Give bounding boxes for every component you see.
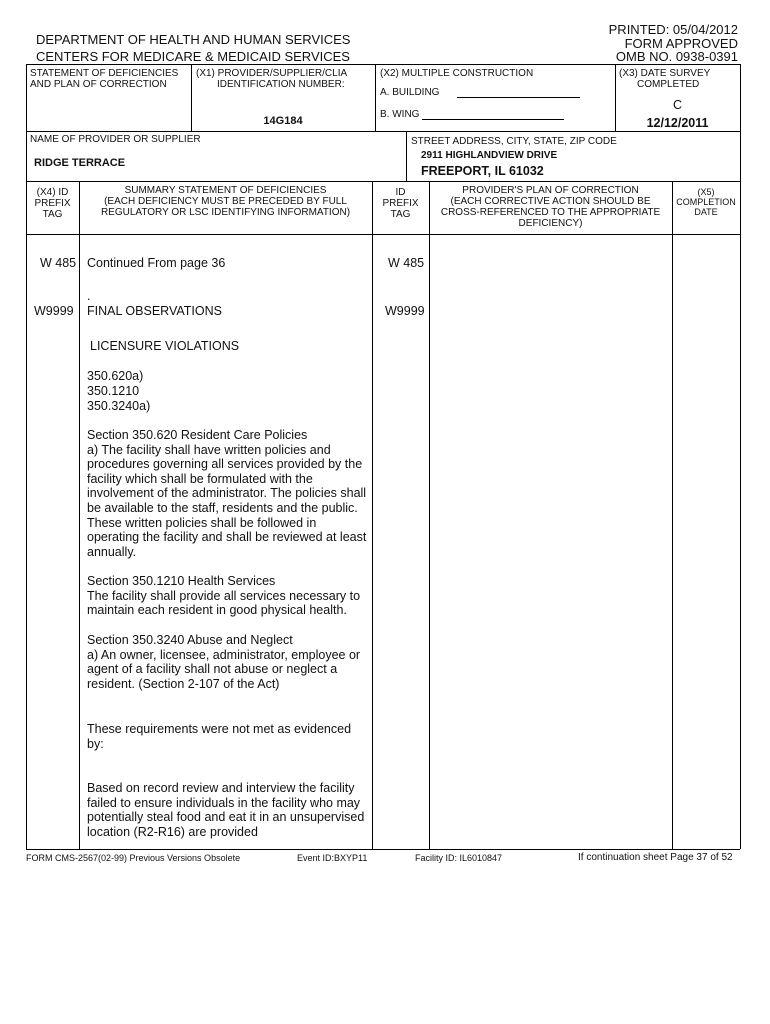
licensure-violations-heading: LICENSURE VIOLATIONS: [90, 339, 240, 353]
id-tag-w485: W 485: [388, 256, 425, 270]
address-label: STREET ADDRESS, CITY, STATE, ZIP CODE: [411, 136, 617, 147]
department-title: DEPARTMENT OF HEALTH AND HUMAN SERVICES: [36, 32, 351, 47]
x2-label: (X2) MULTIPLE CONSTRUCTION: [380, 68, 534, 79]
x4-header-3: TAG: [42, 209, 63, 220]
x1-label-1: (X1) PROVIDER/SUPPLIER/CLIA: [196, 68, 348, 79]
x2-wing-label: B. WING: [380, 109, 420, 120]
x5-header-1: (X5): [697, 187, 715, 197]
plan-header-1: PROVIDER'S PLAN OF CORRECTION: [462, 185, 639, 196]
rule-top: [26, 64, 740, 65]
prefix-tag-w485: W 485: [40, 256, 77, 270]
regulation-ref-2: 350.1210: [87, 384, 140, 398]
x5-header-2: COMPLETION: [676, 197, 736, 207]
omb-number: OMB NO. 0938-0391: [615, 49, 738, 64]
x1-label-2: IDENTIFICATION NUMBER:: [217, 79, 345, 90]
statement-label-1: STATEMENT OF DEFICIENCIES: [30, 68, 179, 79]
x4-header-2: PREFIX: [34, 198, 71, 209]
rule-col-x4: [79, 181, 80, 849]
plan-header-3: CROSS-REFERENCED TO THE APPROPRIATE: [440, 207, 661, 218]
x3-label-1: (X3) DATE SURVEY: [619, 68, 711, 79]
summary-header-1: SUMMARY STATEMENT OF DEFICIENCIES: [124, 185, 327, 196]
x4-header-1: (X4) ID: [36, 187, 69, 198]
continued-from-text: Continued From page 36: [87, 256, 226, 270]
rule-col-summary: [372, 181, 373, 849]
plan-header-2: (EACH CORRECTIVE ACTION SHOULD BE: [450, 196, 651, 207]
final-observations-heading: FINAL OBSERVATIONS: [87, 304, 222, 318]
city-state-zip: FREEPORT, IL 61032: [421, 164, 544, 178]
survey-letter: C: [672, 98, 683, 112]
rule-provider-split: [406, 131, 407, 181]
rule-bottom: [26, 849, 740, 850]
form-number: FORM CMS-2567(02-99) Previous Versions Obsolete: [26, 853, 241, 863]
centers-title: CENTERS FOR MEDICARE & MEDICAID SERVICES: [36, 49, 350, 64]
statement-label-2: AND PLAN OF CORRECTION: [30, 79, 167, 90]
provider-name: RIDGE TERRACE: [34, 157, 126, 169]
x2-building-label: A. BUILDING: [380, 87, 440, 98]
id-header-1: ID: [395, 187, 406, 198]
id-header-3: TAG: [390, 209, 411, 220]
provider-id-number: 14G184: [263, 115, 303, 127]
rule-col-id: [429, 181, 430, 849]
findings-text: Based on record review and interview the facility failed to ensure individuals in the facility who may potentially steal food and eat it in an unsupervised location (R2-R16) are provided: [87, 781, 365, 839]
regulation-ref-3: 350.3240a): [87, 399, 151, 413]
x3-label-2: COMPLETED: [637, 79, 700, 90]
prefix-tag-w9999: W9999: [34, 304, 74, 318]
separator-dot: .: [87, 289, 91, 303]
continuation-page: If continuation sheet Page 37 of 52: [578, 852, 733, 863]
rule-x2: [375, 64, 376, 131]
id-tag-w9999: W9999: [385, 304, 425, 318]
x5-header-3: DATE: [694, 207, 718, 217]
section-350-1210-text: Section 350.1210 Health Services The facility shall provide all services necessary to maintain each resident in good physical health.: [87, 574, 361, 618]
provider-name-label: NAME OF PROVIDER OR SUPPLIER: [30, 134, 201, 145]
event-id: Event ID:BXYP11: [297, 853, 368, 863]
section-350-3240-text: Section 350.3240 Abuse and Neglect a) An owner, licensee, administrator, employee or agent of a facility shall not abuse or neglect a resident. (Section 2-107 of the Act): [87, 633, 361, 691]
rule-box1-bottom: [26, 131, 740, 132]
regulation-ref-1: 350.620a): [87, 369, 144, 383]
wing-blank: [422, 119, 564, 120]
rule-header-bottom: [26, 234, 740, 235]
summary-header-2: (EACH DEFICIENCY MUST BE PRECEDED BY FULL: [104, 196, 347, 207]
rule-provider-bottom: [26, 181, 740, 182]
survey-completed-date: 12/12/2011: [646, 116, 709, 130]
plan-header-4: DEFICIENCY): [518, 218, 583, 229]
facility-id: Facility ID: IL6010847: [415, 853, 503, 863]
building-blank: [457, 97, 580, 98]
street-address: 2911 HIGHLANDVIEW DRIVE: [421, 150, 558, 161]
section-350-620-text: Section 350.620 Resident Care Policies a) The facility shall have written policies and procedures governing all services provided by the facility which shall be formulated with the involvement of the administrator. The policies shall be available to the staff, residents and the public. These written policies shall be followed in operating the facility and shall be reviewed at least annually.: [87, 428, 367, 559]
requirements-not-met-text: These requirements were not met as evidenced by:: [87, 722, 352, 751]
printed-date: PRINTED: 05/04/2012: [608, 22, 738, 37]
summary-header-3: REGULATORY OR LSC IDENTIFYING INFORMATION): [100, 207, 351, 218]
id-header-2: PREFIX: [382, 198, 419, 209]
rule-left: [26, 64, 27, 849]
form-approved: FORM APPROVED: [624, 36, 738, 51]
rule-right: [740, 64, 741, 849]
rule-col-plan: [672, 181, 673, 849]
